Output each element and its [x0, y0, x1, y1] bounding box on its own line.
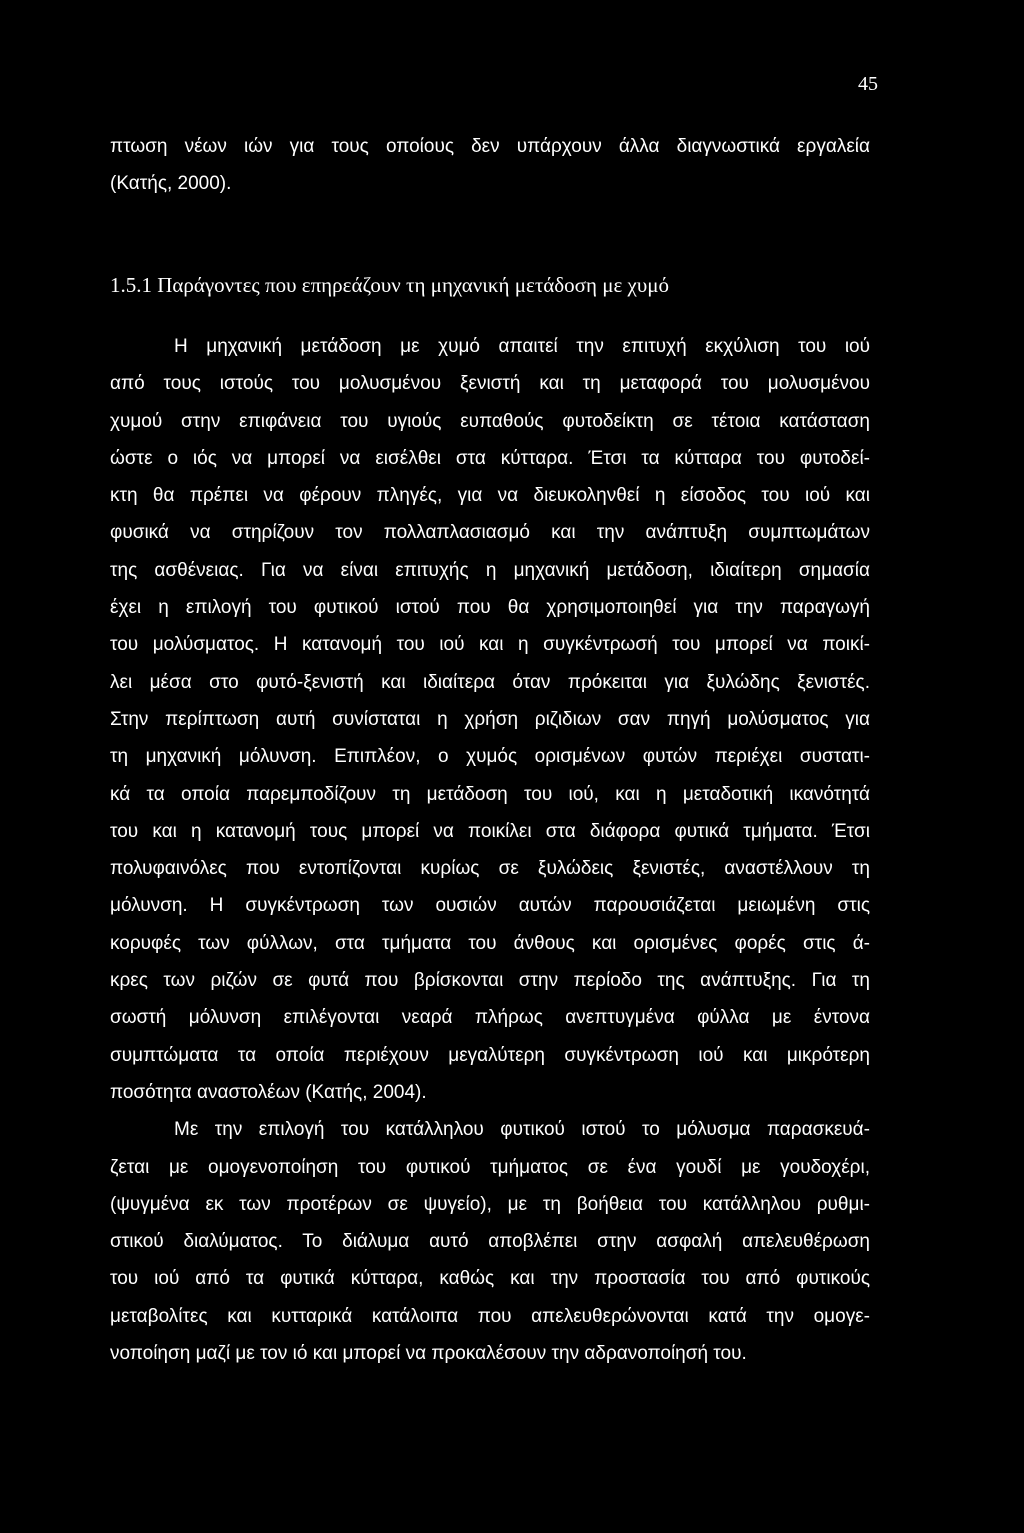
text-line: του μολύσματος. Η κατανομή του ιού και η συγκέντρωσή του μπορεί να ποικί- — [110, 634, 870, 656]
text-line: τη μηχανική μόλυνση. Επιπλέον, ο χυμός ορισμένων φυτών περιέχει συστατι- — [110, 746, 870, 768]
intro-text — [110, 128, 870, 203]
text-line: κτη θα πρέπει να φέρουν πληγές, για να διευκοληνθεί η είσοδος του ιού και — [110, 485, 870, 507]
text-line: νοποίηση μαζί με τον ιό και μπορεί να προκαλέσουν την αδρανοποίησή του. — [110, 1343, 747, 1365]
text-line: μόλυνση. Η συγκέντρωση των ουσιών αυτών παρουσιάζεται μειωμένη στις — [110, 895, 870, 917]
text-line: ποσότητα αναστολέων (Κατής, 2004). — [110, 1081, 427, 1103]
text-line: μεταβολίτες και κυτταρικά κατάλοιπα που απελευθερώνονται κατά την ομογε- — [110, 1305, 870, 1327]
page-number: 45 — [858, 73, 878, 95]
section-heading: 1.5.1 Παράγοντες που επηρεάζουν τη μηχανική μετάδοση με χυμό — [110, 273, 670, 297]
text-line: κορυφές των φύλλων, στα τμήματα του άνθους και ορισμένες φορές στις ά- — [110, 932, 870, 954]
paragraph-1 — [110, 328, 870, 1372]
text-line: ώστε ο ιός να μπορεί να εισέλθει στα κύτταρα. Έτσι τα κύτταρα του φυτοδεί- — [110, 447, 870, 469]
text-line: χυμού στην επιφάνεια του υγιούς ευπαθούς φυτοδείκτη σε τέτοια κατάσταση — [110, 410, 870, 432]
text-line: πτωση νέων ιών για τους οποίους δεν υπάρχουν άλλα διαγνωστικά εργαλεία — [110, 136, 870, 157]
text-line: κρες των ριζών σε φυτά που βρίσκονται στην περίοδο της ανάπτυξης. Για τη — [110, 970, 870, 992]
text-line: σωστή μόλυνση επιλέγονται νεαρά πλήρως ανεπτυγμένα φύλλα με έντονα — [110, 1007, 870, 1029]
text-line: πολυφαινόλες που εντοπίζονται κυρίως σε ξυλώδεις ξενιστές, αναστέλλουν τη — [110, 858, 870, 880]
text-line: (ψυγμένα εκ των προτέρων σε ψυγείο), με τη βοήθεια του κατάλληλου ρυθμι- — [110, 1193, 870, 1215]
text-line: κά τα οποία παρεμποδίζουν τη μετάδοση του ιού, και η μεταδοτική ικανότητά — [110, 783, 870, 805]
text-line: στικού διαλύματος. Το διάλυμα αυτό αποβλέπει στην ασφαλή απελευθέρωση — [110, 1231, 870, 1253]
text-line: από τους ιστούς του μολυσμένου ξενιστή και τη μεταφορά του μολυσμένου — [110, 373, 870, 395]
text-line: λει μέσα στο φυτό-ξενιστή και ιδιαίτερα όταν πρόκειται για ξυλώδης ξενιστές. — [110, 671, 870, 693]
text-line: συμπτώματα τα οποία περιέχουν μεγαλύτερη συγκέντρωση ιού και μικρότερη — [110, 1044, 870, 1066]
text-line: (Κατής, 2000). — [110, 173, 232, 195]
text-line: φυσικά να στηρίζουν τον πολλαπλασιασμό και την ανάπτυξη συμπτωμάτων — [110, 522, 870, 544]
text-line: Στην περίπτωση αυτή συνίσταται η χρήση ριζιδιων σαν πηγή μολύσματος για — [110, 708, 870, 730]
text-line: του ιού από τα φυτικά κύτταρα, καθώς και την προστασία του από φυτικούς — [110, 1268, 870, 1290]
text-line: ζεται με ομογενοποίηση του φυτικού τμήματος σε ένα γουδί με γουδοχέρι, — [110, 1156, 870, 1178]
text-line: της ασθένειας. Για να είναι επιτυχής η μηχανική μετάδοση, ιδιαίτερη σημασία — [110, 559, 870, 581]
text-line: Η μηχανική μετάδοση με χυμό απαιτεί την επιτυχή εκχύλιση του ιού — [174, 336, 870, 357]
text-line: έχει η επιλογή του φυτικού ιστού που θα χρησιμοποιηθεί για την παραγωγή — [110, 597, 870, 619]
text-line: του και η κατανομή τους μπορεί να ποικίλει στα διάφορα φυτικά τμήματα. Έτσι — [110, 820, 870, 842]
text-line: Με την επιλογή του κατάλληλου φυτικού ιστού το μόλυσμα παρασκευά- — [174, 1119, 870, 1141]
